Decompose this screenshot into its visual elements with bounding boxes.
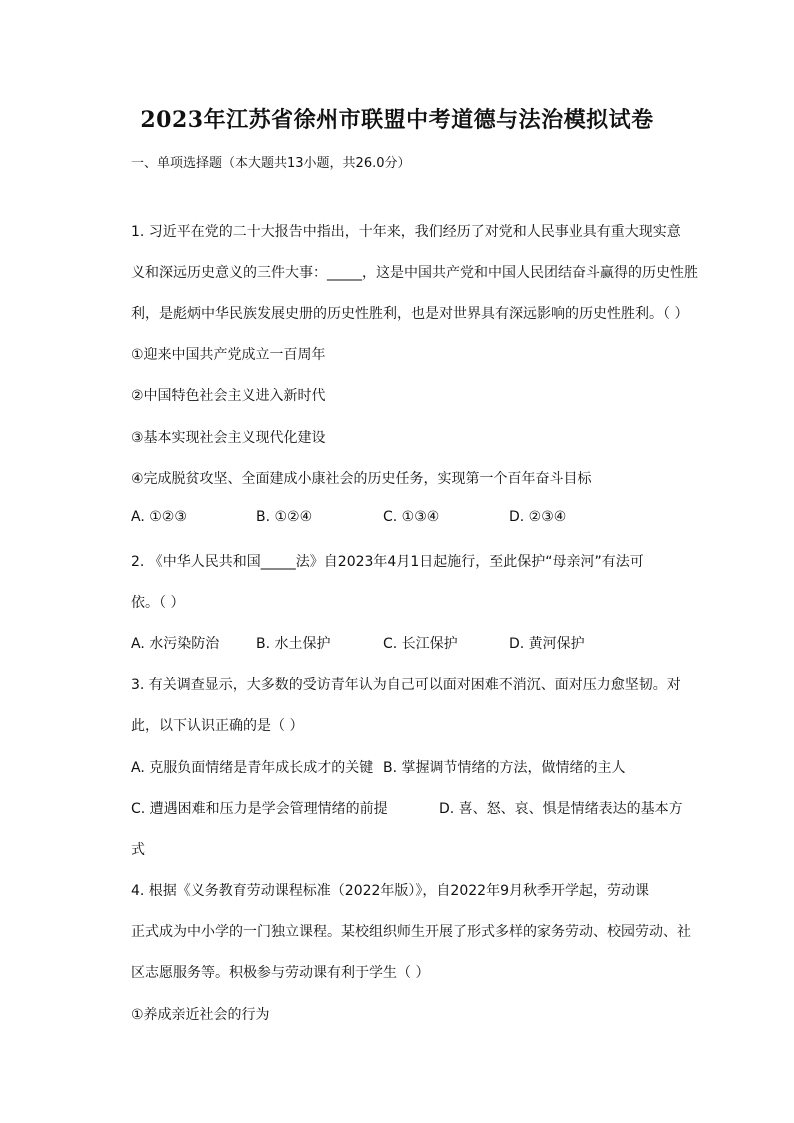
q1-option-d[interactable]: D. ②③④	[509, 509, 567, 525]
q1-stem-line-1: 1. 习近平在党的二十大报告中指出，十年来，我们经历了对党和人民事业具有重大现实意	[131, 224, 681, 240]
q3-option-b[interactable]: B. 掌握调节情绪的方法，做情绪的主人	[383, 760, 626, 776]
q3-option-d[interactable]: D. 喜、怒、哀、惧是情绪表达的基本方	[439, 801, 683, 817]
q1-item-3: ③基本实现社会主义现代化建设	[131, 430, 326, 446]
q1-item-4: ④完成脱贫攻坚、全面建成小康社会的历史任务，实现第一个百年奋斗目标	[131, 471, 592, 487]
q1-stem-line-2: 义和深远历史意义的三件大事：_____，这是中国共产党和中国人民团结奋斗赢得的历史性胜	[131, 265, 698, 281]
q1-option-a[interactable]: A. ①②③	[131, 509, 187, 525]
q2-stem-line-2: 依。（ ）	[131, 595, 185, 611]
section-heading: 一、单项选择题（本大题共13小题，共26.0分）	[131, 156, 411, 171]
q2-option-b[interactable]: B. 水土保护	[256, 636, 331, 652]
q3-option-c[interactable]: C. 遭遇困难和压力是学会管理情绪的前提	[131, 801, 388, 817]
q1-item-2: ②中国特色社会主义进入新时代	[131, 388, 326, 404]
q1-option-b[interactable]: B. ①②④	[256, 509, 313, 525]
q2-option-c[interactable]: C. 长江保护	[383, 636, 458, 652]
q3-option-a[interactable]: A. 克服负面情绪是青年成长成才的关键	[131, 760, 374, 776]
q1-item-1: ①迎来中国共产党成立一百周年	[131, 347, 326, 363]
q1-stem-line-3: 利，是彪炳中华民族发展史册的历史性胜利，也是对世界具有深远影响的历史性胜利。（ ）	[131, 306, 689, 322]
q2-stem-line-1: 2. 《中华人民共和国_____法》自2023年4月1日起施行，至此保护“母亲河”有法可	[131, 554, 644, 570]
q3-stem-line-1: 3. 有关调查显示，大多数的受访青年认为自己可以面对困难不消沉、面对压力愈坚韧。对	[131, 677, 681, 693]
q3-option-d-continuation: 式	[131, 842, 145, 858]
q4-stem-line-1: 4. 根据《义务教育劳动课程标准（2022年版）》，自2022年9月秋季开学起，劳动课	[131, 883, 649, 899]
page-title: 2023年江苏省徐州市联盟中考道德与法治模拟试卷	[140, 107, 654, 133]
q2-option-a[interactable]: A. 水污染防治	[131, 636, 220, 652]
q2-option-d[interactable]: D. 黄河保护	[509, 636, 585, 652]
q4-stem-line-2: 正式成为中小学的一门独立课程。某校组织师生开展了形式多样的家务劳动、校园劳动、社	[131, 924, 691, 940]
q4-stem-line-3: 区志愿服务等。积极参与劳动课有利于学生（ ）	[131, 965, 430, 981]
q1-option-c[interactable]: C. ①③④	[383, 509, 440, 525]
q4-item-1: ①养成亲近社会的行为	[131, 1007, 270, 1023]
q3-stem-line-2: 此，以下认识正确的是（ ）	[131, 718, 304, 734]
